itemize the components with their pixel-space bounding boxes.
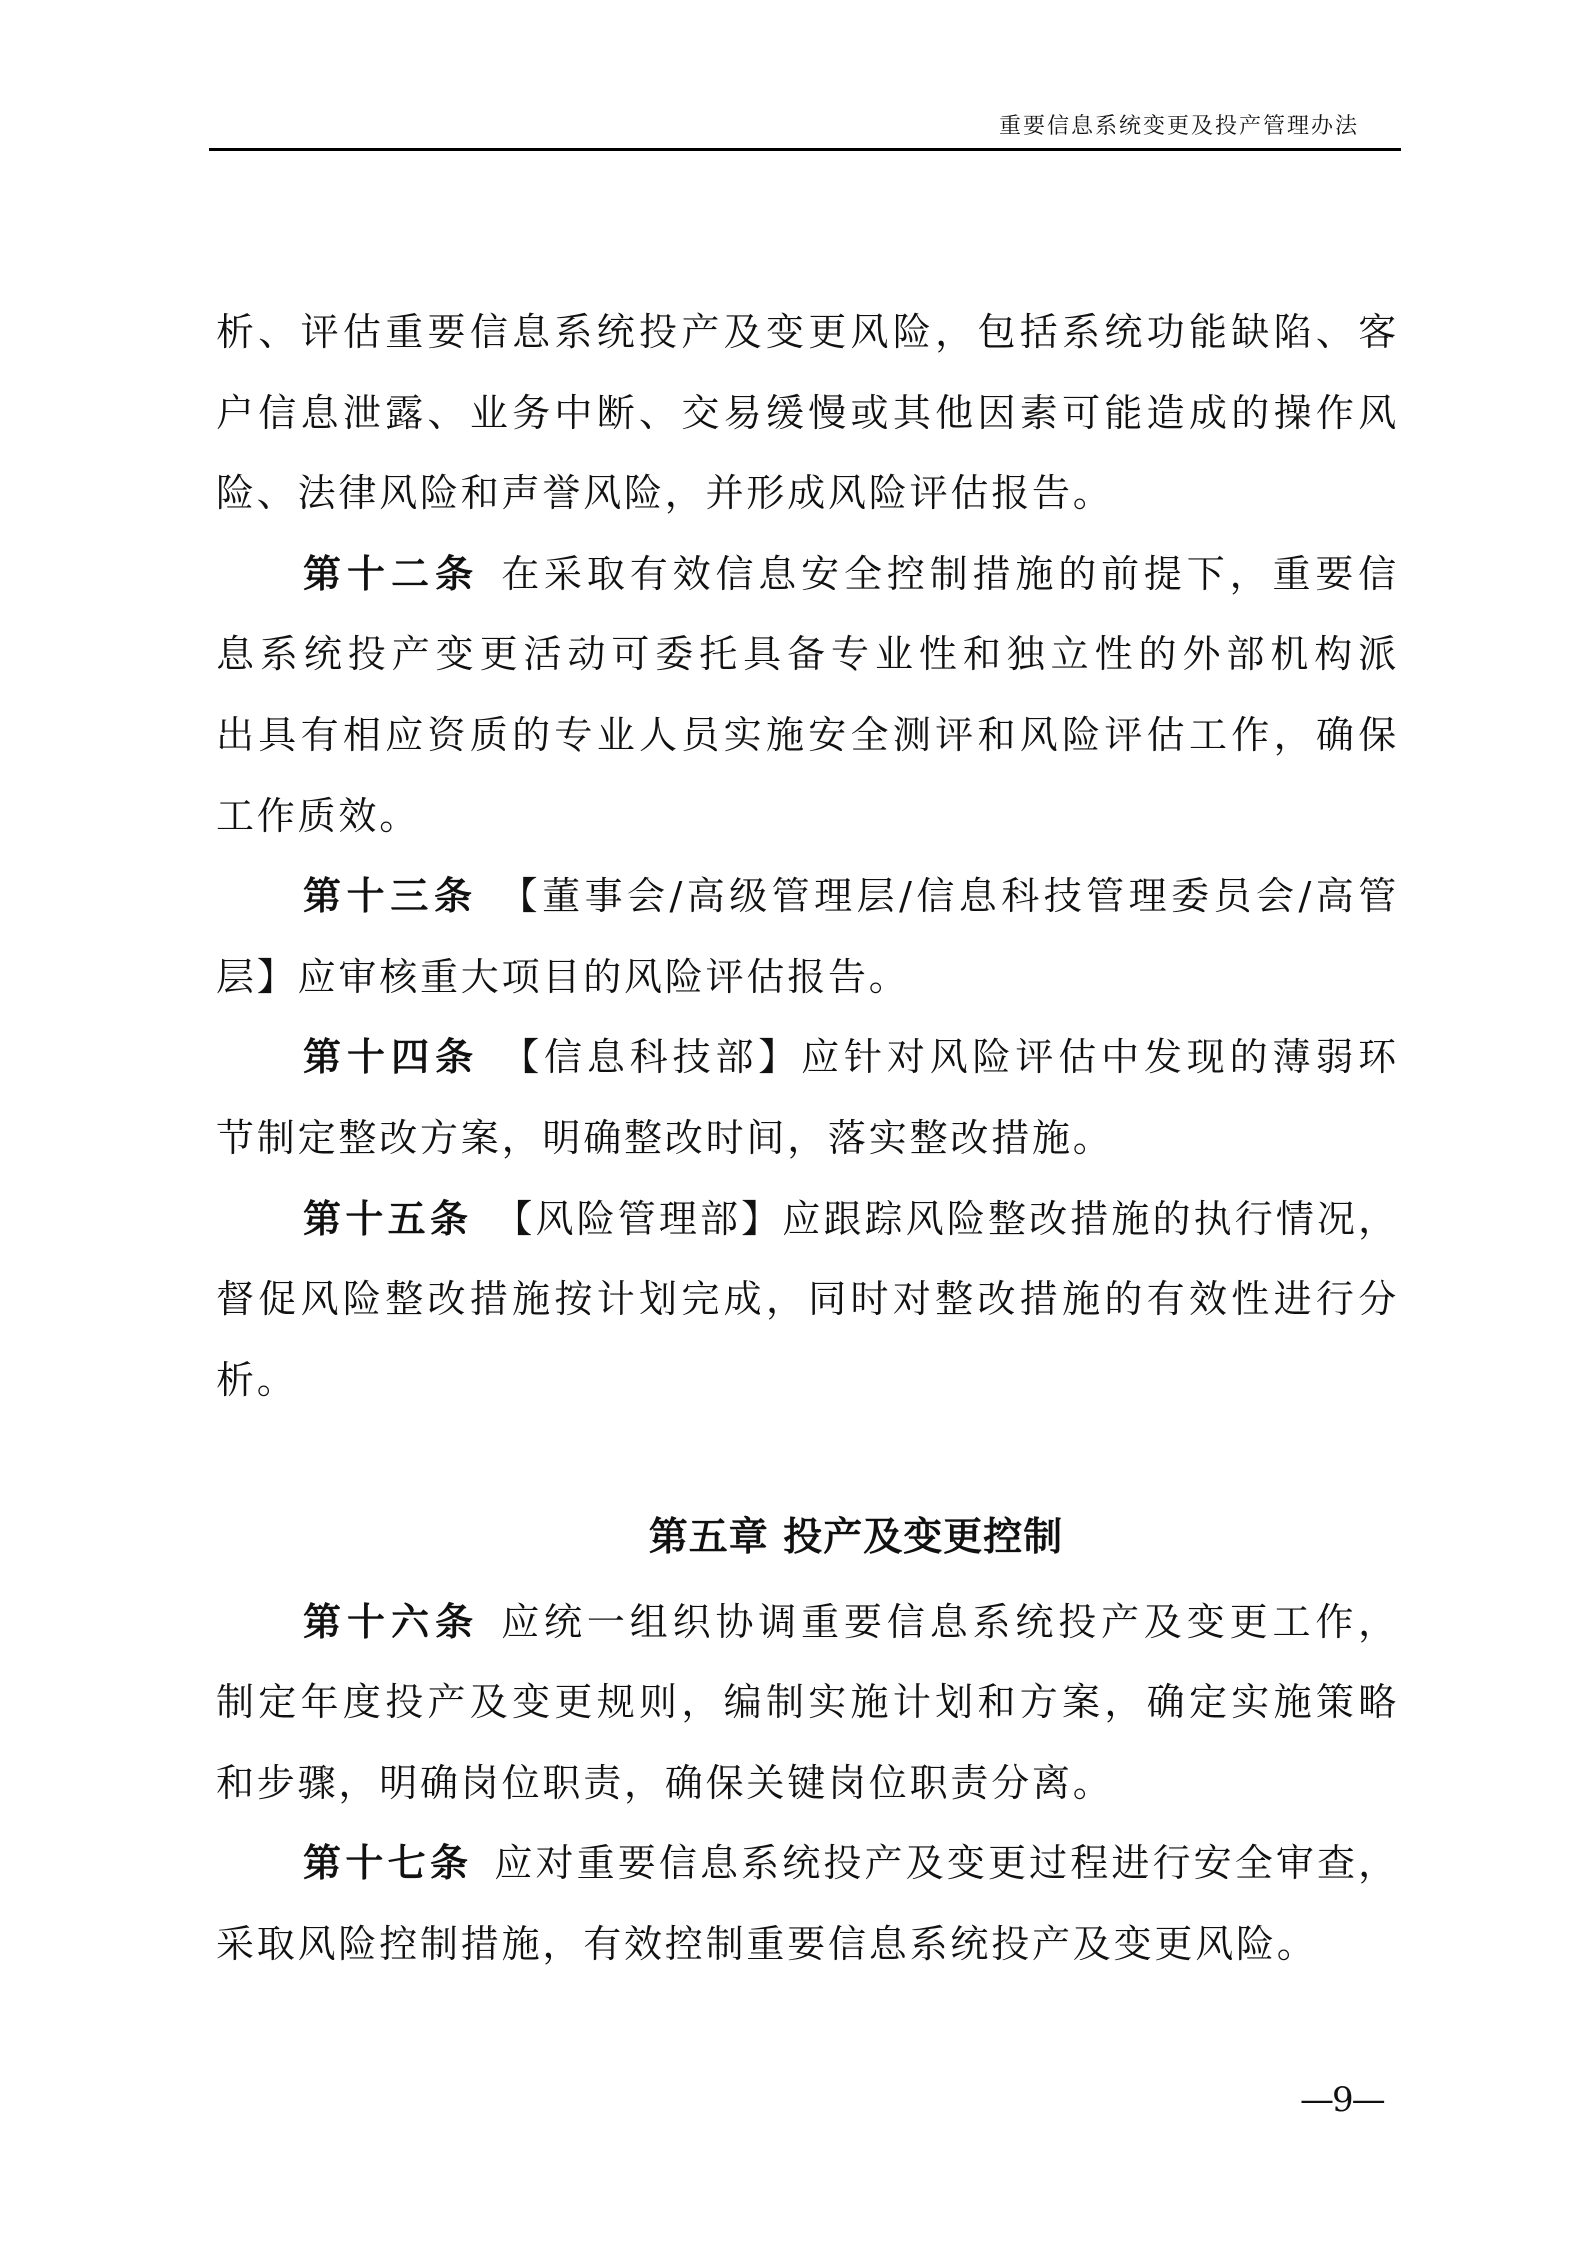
article-number: 第十五条 [303, 1196, 473, 1241]
article-first-line [216, 1838, 1399, 1888]
line-text: 节制定整改方案，明确整改时间，落实整改措施。 [216, 1116, 1114, 1160]
article-first-line [216, 871, 1399, 921]
line-text: 户信息泄露、业务中断、交易缓慢或其他因素可能造成的操作风 [216, 390, 1399, 435]
line-text: 采取风险控制措施，有效控制重要信息系统投产及变更风险。 [216, 1922, 1318, 1966]
chapter-heading: 第五章 投产及变更控制 [648, 1515, 1064, 1560]
page-number: —9— [1300, 2080, 1384, 2120]
article-first-line [216, 1597, 1399, 1647]
text-line [216, 307, 1399, 357]
text-line [216, 1758, 1399, 1808]
text-line [216, 1274, 1399, 1324]
line-text: 工作质效。 [216, 793, 421, 838]
article-first-line [216, 549, 1399, 599]
line-text: 险、法律风险和声誉风险，并形成风险评估报告。 [216, 471, 1114, 516]
line-text: 【信息科技部】应针对风险评估中发现的薄弱环 [501, 1035, 1399, 1080]
article-number: 第十四条 [303, 1035, 480, 1080]
line-text: 析、评估重要信息系统投产及变更风险，包括系统功能缺陷、客 [216, 310, 1399, 354]
line-text: 和步骤，明确岗位职责，确保关键岗位职责分离。 [216, 1760, 1114, 1805]
text-line [216, 1677, 1399, 1727]
line-text: 析。 [216, 1357, 298, 1402]
text-line [216, 710, 1399, 760]
text-line [216, 791, 1399, 841]
article-number: 第十六条 [303, 1599, 480, 1644]
text-line [216, 468, 1399, 518]
line-text: 在采取有效信息安全控制措施的前提下，重要信 [501, 551, 1399, 596]
line-text: 督促风险整改措施按计划完成，同时对整改措施的有效性进行分 [216, 1277, 1399, 1322]
article-number: 第十二条 [303, 551, 480, 596]
text-line [216, 1919, 1399, 1969]
line-text: 【董事会/高级管理层/信息科技管理委员会/高管 [499, 874, 1399, 919]
text-line [216, 1113, 1399, 1163]
article-number: 第十七条 [303, 1841, 473, 1886]
line-text: 层】应审核重大项目的风险评估报告。 [216, 954, 910, 999]
text-line [216, 629, 1399, 679]
line-text: 应对重要信息系统投产及变更过程进行安全审查， [494, 1841, 1399, 1886]
line-text: 应统一组织协调重要信息系统投产及变更工作， [501, 1599, 1399, 1644]
text-line [216, 952, 1399, 1002]
text-line [216, 1355, 1399, 1405]
running-header [209, 112, 1401, 151]
article-number: 第十三条 [303, 874, 478, 919]
line-text: 【风险管理部】应跟踪风险整改措施的执行情况， [494, 1196, 1399, 1241]
text-line [216, 388, 1399, 438]
line-text: 息系统投产变更活动可委托具备专业性和独立性的外部机构派 [216, 632, 1399, 677]
line-text: 制定年度投产及变更规则，编制实施计划和方案，确定实施策略 [216, 1680, 1399, 1725]
article-first-line [216, 1194, 1399, 1244]
line-text: 出具有相应资质的专业人员实施安全测评和风险评估工作，确保 [216, 713, 1399, 757]
article-first-line [216, 1032, 1399, 1082]
header-title: 重要信息系统变更及投产管理办法 [998, 114, 1359, 139]
